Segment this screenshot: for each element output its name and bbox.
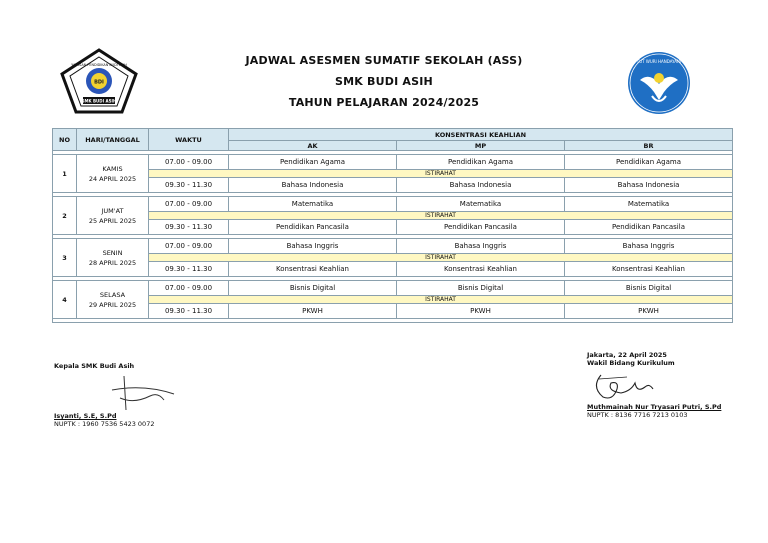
time-slot-1: 07.00 - 09.00	[149, 155, 229, 170]
day-date-cell	[77, 239, 149, 277]
subject-br-2: Bahasa Indonesia	[565, 178, 733, 193]
col-header-br: BR	[565, 141, 733, 151]
subject-mp-2: PKWH	[397, 304, 565, 319]
col-header-no: NO	[53, 129, 77, 151]
subject-mp-2: Bahasa Indonesia	[397, 178, 565, 193]
row-number: 1	[53, 155, 77, 193]
subject-mp-1: Bisnis Digital	[397, 281, 565, 296]
day-name: SENIN	[102, 248, 123, 257]
day-date-cell	[77, 197, 149, 235]
row-number: 4	[53, 281, 77, 319]
table-row	[53, 304, 733, 319]
table-row	[53, 281, 733, 296]
curriculum-signature-block	[587, 351, 767, 419]
col-header-day: HARI/TANGGAL	[77, 129, 149, 151]
row-number: 3	[53, 239, 77, 277]
break-row	[53, 212, 733, 220]
subject-mp-1: Pendidikan Agama	[397, 155, 565, 170]
ministry-logo	[626, 50, 692, 116]
break-label: ISTIRAHAT	[149, 170, 733, 178]
break-label: ISTIRAHAT	[149, 212, 733, 220]
time-slot-2: 09.30 - 11.30	[149, 262, 229, 277]
subject-ak-2: Konsentrasi Keahlian	[229, 262, 397, 277]
subject-ak-1: Bisnis Digital	[229, 281, 397, 296]
table-row	[53, 239, 733, 254]
subject-mp-1: Matematika	[397, 197, 565, 212]
curriculum-signature	[587, 367, 667, 403]
day-name: JUM'AT	[101, 206, 124, 215]
curriculum-role: Wakil Bidang Kurikulum	[587, 359, 675, 367]
subject-mp-1: Bahasa Inggris	[397, 239, 565, 254]
time-slot-1: 07.00 - 09.00	[149, 281, 229, 296]
row-number: 2	[53, 197, 77, 235]
break-row	[53, 254, 733, 262]
curriculum-name: Muthmainah Nur Tryasari Putri, S.Pd	[587, 403, 722, 411]
day-date: 28 APRIL 2025	[88, 258, 137, 267]
principal-role: Kepala SMK Budi Asih	[54, 362, 135, 370]
col-header-time: WAKTU	[149, 129, 229, 151]
time-slot-1: 07.00 - 09.00	[149, 197, 229, 212]
break-label: ISTIRAHAT	[149, 254, 733, 262]
subject-ak-2: PKWH	[229, 304, 397, 319]
subject-ak-2: Bahasa Indonesia	[229, 178, 397, 193]
school-logo	[60, 48, 138, 114]
day-name: KAMIS	[102, 164, 123, 173]
time-slot-2: 09.30 - 11.30	[149, 220, 229, 235]
table-row	[53, 197, 733, 212]
col-header-ak: AK	[229, 141, 397, 151]
col-header-group: KONSENTRASI KEAHLIAN	[229, 129, 733, 141]
title-line-2: SMK BUDI ASIH	[335, 75, 433, 88]
subject-br-1: Matematika	[565, 197, 733, 212]
principal-signature	[54, 370, 184, 412]
place-date: Jakarta, 22 April 2025	[587, 351, 667, 359]
table-row	[53, 220, 733, 235]
day-date: 25 APRIL 2025	[88, 216, 137, 225]
principal-nuptk: NUPTK : 1960 7536 5423 0072	[54, 420, 155, 428]
subject-ak-2: Pendidikan Pancasila	[229, 220, 397, 235]
subject-mp-2: Konsentrasi Keahlian	[397, 262, 565, 277]
subject-br-2: Konsentrasi Keahlian	[565, 262, 733, 277]
break-row	[53, 296, 733, 304]
principal-signature-block	[54, 362, 254, 428]
day-date: 24 APRIL 2025	[88, 174, 137, 183]
title-line-1: JADWAL ASESMEN SUMATIF SEKOLAH (ASS)	[245, 54, 523, 67]
subject-ak-1: Matematika	[229, 197, 397, 212]
title-line-3: TAHUN PELAJARAN 2024/2025	[288, 96, 480, 109]
row-separator	[53, 319, 733, 323]
break-row	[53, 170, 733, 178]
time-slot-1: 07.00 - 09.00	[149, 239, 229, 254]
break-label: ISTIRAHAT	[149, 296, 733, 304]
logo-bottom-text: SMK BUDI ASIH	[81, 98, 117, 104]
subject-br-1: Bisnis Digital	[565, 281, 733, 296]
subject-br-1: Bahasa Inggris	[565, 239, 733, 254]
time-slot-2: 09.30 - 11.30	[149, 178, 229, 193]
subject-br-2: PKWH	[565, 304, 733, 319]
time-slot-2: 09.30 - 11.30	[149, 304, 229, 319]
day-date-cell	[77, 155, 149, 193]
col-header-mp: MP	[397, 141, 565, 151]
logo-emblem-text: BDI	[94, 79, 104, 86]
logo-ring-text: YAYASAN PENDIDIKAN BUDI ASIH	[71, 63, 127, 67]
logo-motto-text: TUT WURI HANDAYANI	[636, 59, 682, 64]
subject-ak-1: Pendidikan Agama	[229, 155, 397, 170]
subject-mp-2: Pendidikan Pancasila	[397, 220, 565, 235]
exam-schedule-table	[52, 128, 733, 323]
table-row	[53, 262, 733, 277]
day-date-cell	[77, 281, 149, 319]
subject-ak-1: Bahasa Inggris	[229, 239, 397, 254]
subject-br-2: Pendidikan Pancasila	[565, 220, 733, 235]
subject-br-1: Pendidikan Agama	[565, 155, 733, 170]
principal-name: Isyanti, S.E, S.Pd	[54, 412, 117, 420]
day-name: SELASA	[99, 290, 126, 299]
day-date: 29 APRIL 2025	[88, 300, 137, 309]
table-row	[53, 178, 733, 193]
curriculum-nuptk: NUPTK : 8136 7716 7213 0103	[587, 411, 688, 419]
table-row	[53, 155, 733, 170]
